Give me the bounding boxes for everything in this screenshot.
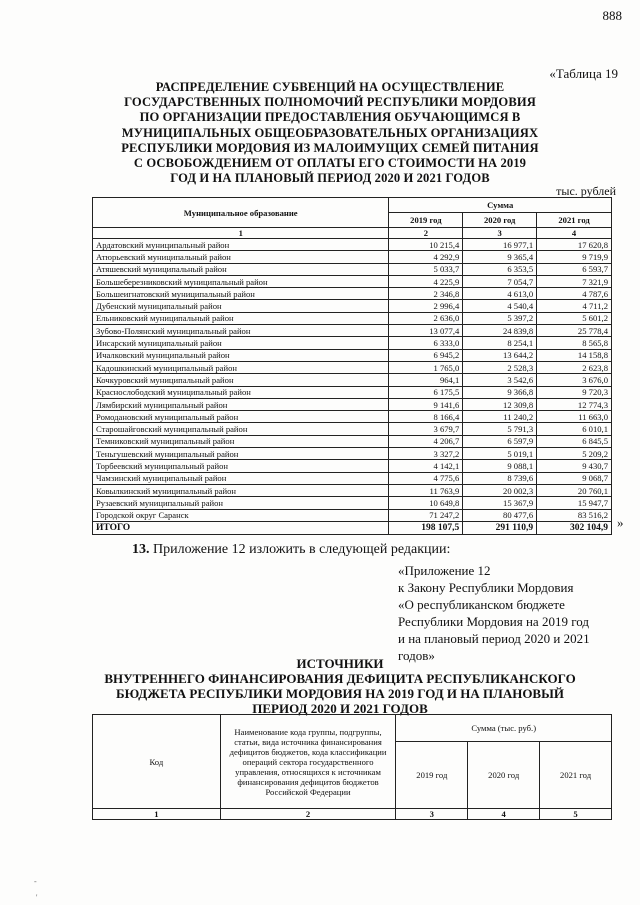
value-2019: 2 636,0 [389,312,463,324]
table-row [93,361,612,373]
header-2019: 2019 год [389,213,463,228]
value-2020: 12 309,8 [463,398,537,410]
value-2019: 4 775,6 [389,472,463,484]
page-number: 888 [602,8,622,23]
municipality-cell: Старошайговский муниципальный район [93,423,389,435]
total-2021: 302 104,9 [537,521,612,534]
value-2020: 8 254,1 [463,337,537,349]
value-2020: 9 366,8 [463,386,537,398]
municipality-cell: Большеигнатовский муниципальный район [93,288,389,300]
table-row [93,509,612,521]
column-index: 1 [93,228,389,239]
table-row [93,337,612,349]
sources-title-line1: ИСТОЧНИКИ [296,656,384,671]
appendix-heading-block [398,562,628,664]
paragraph-13 [132,542,450,558]
table-row [93,288,612,300]
municipality-cell: Ардатовский муниципальный район [93,239,389,251]
column-index: 4 [537,228,612,239]
value-2020: 4 540,4 [463,300,537,312]
value-2021: 6 845,5 [537,435,612,447]
value-2020: 20 002,3 [463,484,537,496]
value-2020: 9 365,4 [463,251,537,263]
column-index: 3 [396,809,468,820]
municipality-cell: Ромодановский муниципальный район [93,411,389,423]
value-2019: 3 327,2 [389,448,463,460]
value-2019: 6 333,0 [389,337,463,349]
value-2019: 13 077,4 [389,325,463,337]
municipality-cell: Большеберезниковский муниципальный район [93,275,389,287]
value-2021: 20 760,1 [537,484,612,496]
value-2020: 5 019,1 [463,448,537,460]
value-2019: 6 945,2 [389,349,463,361]
value-2021: 5 601,2 [537,312,612,324]
table-row [93,423,612,435]
margin-mark: - [34,877,37,886]
sources-table [92,714,612,820]
value-2021: 11 663,0 [537,411,612,423]
paragraph-text: Приложение 12 изложить в следующей редакции: [153,542,451,557]
value-2020: 9 088,1 [463,460,537,472]
header-description: Наименование кода группы, подгруппы, статьи, вида источника финансирования дефицитов бюджетов, кода классификации операций сектора государственного управления, относящихся к источникам финансирования дефицитов бюджетов Российской Федерации [220,715,396,809]
header-municipality: Муниципальное образование [93,198,389,228]
value-2020: 11 240,2 [463,411,537,423]
value-2021: 25 778,4 [537,325,612,337]
total-2019: 198 107,5 [389,521,463,534]
value-2019: 10 649,8 [389,497,463,509]
column-index-row [93,809,612,820]
value-2020: 4 613,0 [463,288,537,300]
table-row [93,435,612,447]
municipality-cell: Атюрьевский муниципальный район [93,251,389,263]
value-2020: 15 367,9 [463,497,537,509]
total-2020: 291 110,9 [463,521,537,534]
value-2020: 8 739,6 [463,472,537,484]
table19-title: РАСПРЕДЕЛЕНИЕ СУБВЕНЦИЙ НА ОСУЩЕСТВЛЕНИЕ ГОСУДАРСТВЕННЫХ ПОЛНОМОЧИЙ РЕСПУБЛИКИ МОРДОВИЯ ПО ОРГАНИЗАЦИИ ПРЕДОСТАВЛЕНИЯ ОБУЧАЮЩИМСЯ В МУНИЦИПАЛЬНЫХ ОБЩЕОБРАЗОВАТЕЛЬНЫХ ОРГАНИЗАЦИЯХ РЕСПУБЛИКИ МОРДОВИЯ ИЗ МАЛОИМУЩИХ СЕМЕЙ ПИТАНИЯ С ОСВОБОЖДЕНИЕМ ОТ ОПЛАТЫ ЕГО СТОИМОСТИ НА 2019 ГОД И НА ПЛАНОВЫЙ ПЕРИОД 2020 И 2021 ГОДОВ [121,80,539,186]
value-2020: 13 644,2 [463,349,537,361]
value-2019: 8 166,4 [389,411,463,423]
header-2019: 2019 год [396,742,468,809]
sources-title-rest: ВНУТРЕННЕГО ФИНАНСИРОВАНИЯ ДЕФИЦИТА РЕСПУБЛИКАНСКОГО БЮДЖЕТА РЕСПУБЛИКИ МОРДОВИЯ НА 2019 ГОД И НА ПЛАНОВЫЙ ПЕРИОД 2020 И 2021 ГОДОВ [104,671,576,716]
value-2020: 6 353,5 [463,263,537,275]
column-index-row [93,228,612,239]
value-2021: 14 158,8 [537,349,612,361]
municipality-cell: Зубово-Полянский муниципальный район [93,325,389,337]
sources-title [100,656,580,716]
value-2019: 9 141,6 [389,398,463,410]
value-2020: 3 542,6 [463,374,537,386]
municipality-cell: Ковылкинский муниципальный район [93,484,389,496]
value-2019: 3 679,7 [389,423,463,435]
value-2020: 16 977,1 [463,239,537,251]
municipality-cell: Лямбирский муниципальный район [93,398,389,410]
table-row [93,251,612,263]
municipality-cell: Чамзинский муниципальный район [93,472,389,484]
value-2021: 12 774,3 [537,398,612,410]
value-2020: 24 839,8 [463,325,537,337]
table-row [93,300,612,312]
paragraph-number: 13. [132,542,150,557]
value-2020: 80 477,6 [463,509,537,521]
table-reference: «Таблица 19 [549,66,618,81]
value-2021: 9 068,7 [537,472,612,484]
municipality-cell: Теньгушевский муниципальный район [93,448,389,460]
municipality-cell: Ельниковский муниципальный район [93,312,389,324]
municipality-cell: Темниковский муниципальный район [93,435,389,447]
column-index: 2 [220,809,396,820]
column-index: 5 [540,809,612,820]
value-2019: 5 033,7 [389,263,463,275]
municipality-cell: Инсарский муниципальный район [93,337,389,349]
value-2019: 11 763,9 [389,484,463,496]
value-2020: 2 528,3 [463,361,537,373]
value-2021: 4 711,2 [537,300,612,312]
table19-units: тыс. рублей [556,184,616,198]
value-2021: 9 430,7 [537,460,612,472]
municipality-cell: Ичалковский муниципальный район [93,349,389,361]
value-2021: 15 947,7 [537,497,612,509]
value-2019: 1 765,0 [389,361,463,373]
header-2020: 2020 год [468,742,540,809]
column-index: 3 [463,228,537,239]
table-row [93,484,612,496]
municipality-cell: Кочкуровский муниципальный район [93,374,389,386]
value-2021: 2 623,8 [537,361,612,373]
appendix-line: «О республиканском бюджете [398,597,565,612]
appendix-line: Республики Мордовия на 2019 год [398,614,589,629]
value-2019: 2 346,8 [389,288,463,300]
total-row [93,521,612,534]
table-row [93,472,612,484]
value-2019: 964,1 [389,374,463,386]
table-row [93,460,612,472]
value-2019: 6 175,5 [389,386,463,398]
appendix-line: и на плановый период 2020 и 2021 [398,631,590,646]
value-2019: 71 247,2 [389,509,463,521]
municipality-cell: Торбеевский муниципальный район [93,460,389,472]
header-2020: 2020 год [463,213,537,228]
municipality-cell: Рузаевский муниципальный район [93,497,389,509]
column-index: 1 [93,809,221,820]
column-index: 2 [389,228,463,239]
value-2021: 9 720,3 [537,386,612,398]
value-2021: 7 321,9 [537,275,612,287]
value-2021: 5 209,2 [537,448,612,460]
appendix-line: к Закону Республики Мордовия [398,580,574,595]
table-row [93,263,612,275]
municipality-cell: Атяшевский муниципальный район [93,263,389,275]
municipality-cell: Городской округ Саранск [93,509,389,521]
margin-mark: ' [36,893,38,902]
table-row [93,386,612,398]
value-2021: 6 593,7 [537,263,612,275]
appendix-line: годов» [398,648,435,663]
value-2019: 4 225,9 [389,275,463,287]
value-2021: 6 010,1 [537,423,612,435]
appendix-line: «Приложение 12 [398,563,491,578]
subvention-table [92,197,612,535]
table-row [93,239,612,251]
value-2021: 9 719,9 [537,251,612,263]
municipality-cell: Дубенский муниципальный район [93,300,389,312]
closing-quote: » [617,515,624,530]
table-row [93,497,612,509]
value-2019: 4 206,7 [389,435,463,447]
header-sum: Сумма [389,198,612,213]
value-2020: 7 054,7 [463,275,537,287]
header-2021: 2021 год [537,213,612,228]
table-row [93,411,612,423]
value-2020: 6 597,9 [463,435,537,447]
value-2021: 83 516,2 [537,509,612,521]
header-code: Код [93,715,221,809]
municipality-cell: Краснослободский муниципальный район [93,386,389,398]
column-index: 4 [468,809,540,820]
header-sum: Сумма (тыс. руб.) [396,715,612,742]
value-2019: 2 996,4 [389,300,463,312]
total-label: ИТОГО [93,521,389,534]
value-2020: 5 397,2 [463,312,537,324]
table-row [93,398,612,410]
table-row [93,325,612,337]
municipality-cell: Кадошкинский муниципальный район [93,361,389,373]
table-row [93,349,612,361]
value-2019: 4 142,1 [389,460,463,472]
value-2021: 8 565,8 [537,337,612,349]
value-2020: 5 791,3 [463,423,537,435]
table-row [93,374,612,386]
table-row [93,275,612,287]
value-2021: 17 620,8 [537,239,612,251]
value-2019: 4 292,9 [389,251,463,263]
value-2021: 4 787,6 [537,288,612,300]
table-row [93,312,612,324]
value-2019: 10 215,4 [389,239,463,251]
header-2021: 2021 год [540,742,612,809]
table-row [93,448,612,460]
value-2021: 3 676,0 [537,374,612,386]
